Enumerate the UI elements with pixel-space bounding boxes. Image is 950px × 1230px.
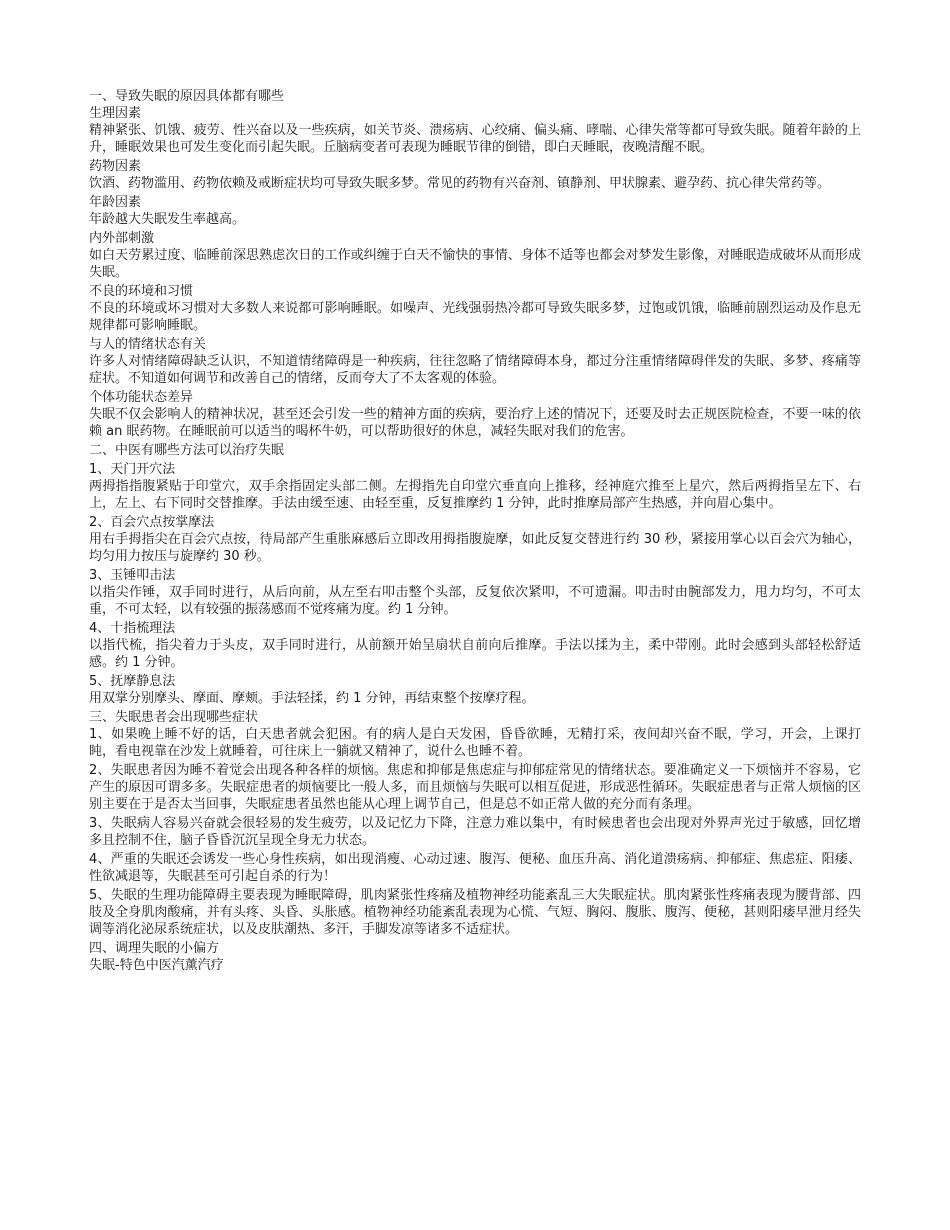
symptom-item: 2、失眠患者因为睡不着觉会出现各种各样的烦恼。焦虑和抑郁是焦虑症与抑郁症常见的情绪状态。要准确定义一下烦恼并不容易，它产生的原因可谓多多。失眠症患者的烦恼要比一般人多，而且烦恼与失眠可以相互促进，形成恶性循环。失眠症患者与正常人烦恼的区别主要在于是否太当回事，失眠症患者虽然也能从心理上调节自己，但是总不如正常人做的充分而有条理。 [89,763,861,812]
symptom-item: 5、失眠的生理功能障碍主要表现为睡眠障碍，肌肉紧张性疼痛及植物神经功能紊乱三大失眠症状。肌肉紧张性疼痛表现为腰背部、四肢及全身肌肉酸痛，并有头疼、头昏、头胀感。植物神经功能紊乱表现为心慌、气短、胸闷、腹胀、腹泻、便秘，甚则阳痿早泄月经失调等消化泌尿系统症状，以及皮肤潮热、多汗，手脚发凉等诸多不适症状。 [89,888,861,937]
method-heading: 5、抚摩静息法 [89,674,176,689]
paragraph: 两拇指指腹紧贴于印堂穴，双手余指固定头部二侧。左拇指先自印堂穴垂直向上推移，经神庭穴推至上星穴，然后两拇指呈左下、右上，左上、右下同时交替推摩。手法由缓至速、由轻至重，反复推摩约 1 分钟，此时推摩局部产生热感，并向眉心集中。 [89,479,861,511]
sub-heading: 药物因素 [89,159,142,174]
paragraph: 不良的环境或坏习惯对大多数人来说都可影响睡眠。如噪声、光线强弱热冷都可导致失眠多梦，过饱或饥饿，临睡前剧烈运动及作息无规律都可影响睡眠。 [89,301,861,333]
paragraph: 用双掌分别摩头、摩面、摩颊。手法轻揉，约 1 分钟，再结束整个按摩疗程。 [89,691,535,706]
paragraph: 饮酒、药物滥用、药物依赖及戒断症状均可导致失眠多梦。常见的药物有兴奋剂、镇静剂、甲状腺素、避孕药、抗心律失常药等。 [89,176,831,191]
sub-heading: 个体功能状态差异 [89,390,194,405]
sub-heading: 内外部刺激 [89,231,155,246]
paragraph: 许多人对情绪障碍缺乏认识，不知道情绪障碍是一种疾病，往往忽略了情绪障碍本身，都过分注重情绪障碍伴发的失眠、多梦、疼痛等症状。不知道如何调节和改善自己的情绪，反而夸大了不太客观的体验。 [89,354,861,386]
sub-heading: 生理因素 [89,106,142,121]
paragraph: 失眠不仅会影响人的精神状况，甚至还会引发一些的精神方面的疾病，要治疗上述的情况下，还要及时去正规医院检查，不要一味的依赖 an 眠药物。在睡眠前可以适当的喝杯牛奶，可以帮助很好的休息，减轻失眠对我们的危害。 [89,407,861,439]
sub-heading: 不良的环境和习惯 [89,284,194,299]
symptom-item: 4、严重的失眠还会诱发一些心身性疾病，如出现消瘦、心动过速、腹泻、便秘、血压升高、消化道溃疡病、抑郁症、焦虑症、阳痿、性欲减退等，失眠甚至可引起自杀的行为！ [89,852,861,884]
paragraph: 如白天劳累过度、临睡前深思熟虑次日的工作或纠缠于白天不愉快的事情、身体不适等也都会对梦发生影像，对睡眠造成破坏从而形成失眠。 [89,248,861,280]
paragraph: 用右手拇指尖在百会穴点按，待局部产生重胀麻感后立即改用拇指腹旋摩，如此反复交替进行约 30 秒，紧接用掌心以百会穴为轴心，均匀用力按压与旋摩约 30 秒。 [89,532,861,564]
section-heading: 一、导致失眠的原因具体都有哪些 [89,89,285,104]
symptom-item: 1、如果晚上睡不好的话，白天患者就会犯困。有的病人是白天发困，昏昏欲睡，无精打采，夜间却兴奋不眠，学习，开会，上课打盹，看电视靠在沙发上就睡着，可往床上一躺就又精神了，说什么也睡不着。 [89,727,861,759]
paragraph: 年龄越大失眠发生率越高。 [89,212,246,227]
paragraph: 精神紧张、饥饿、疲劳、性兴奋以及一些疾病，如关节炎、溃疡病、心绞痛、偏头痛、哮喘、心律失常等都可导致失眠。随着年龄的上升，睡眠效果也可发生变化而引起失眠。丘脑病变者可表现为睡眠节律的倒错，即白天睡眠，夜晚清醒不眠。 [89,123,861,155]
paragraph: 以指代梳，指尖着力于头皮，双手同时进行，从前额开始呈扇状自前向后推摩。手法以揉为主，柔中带刚。此时会感到头部轻松舒适感。约 1 分钟。 [89,638,861,670]
section-heading: 二、中医有哪些方法可以治疗失眠 [89,443,285,458]
symptom-item: 3、失眠病人容易兴奋就会很轻易的发生疲劳，以及记忆力下降，注意力难以集中，有时候患者也会出现对外界声光过于敏感，回忆增多且控制不住，脑子昏昏沉沉呈现全身无力状态。 [89,816,861,848]
method-heading: 2、百会穴点按掌摩法 [89,515,215,530]
sub-heading: 年龄因素 [89,195,142,210]
method-heading: 3、玉锤叩击法 [89,568,176,583]
section-heading: 四、调理失眠的小偏方 [89,941,220,956]
sub-heading: 失眠-特色中医汽薰汽疗 [89,958,224,973]
method-heading: 4、十指梳理法 [89,621,176,636]
paragraph: 以指尖作锤，双手同时进行，从后向前，从左至右叩击整个头部，反复依次紧叩，不可遗漏。叩击时由腕部发力，甩力均匀，不可太重，不可太轻，以有较强的振荡感而不觉疼痛为度。约 1 分钟。 [89,585,861,617]
sub-heading: 与人的情绪状态有关 [89,337,207,352]
method-heading: 1、天门开穴法 [89,462,176,477]
section-heading: 三、失眠患者会出现哪些症状 [89,710,259,725]
document-body [89,88,861,974]
